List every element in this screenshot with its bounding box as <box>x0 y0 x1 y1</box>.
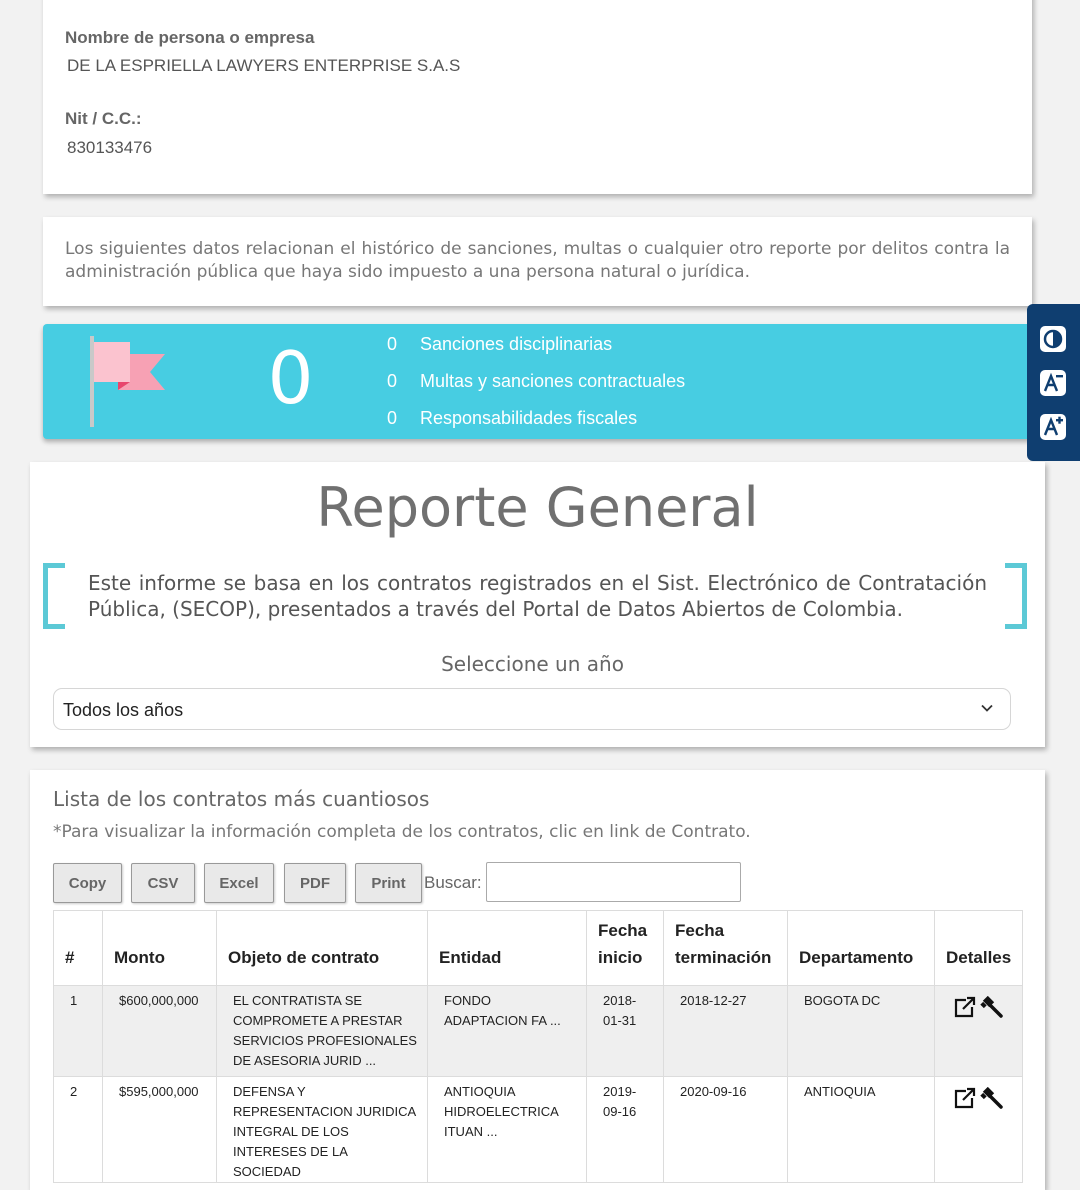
col-header-start-date[interactable]: Fecha inicio <box>587 911 664 986</box>
excel-button[interactable]: Excel <box>204 863 274 903</box>
row-start-date: 2019-09-16 <box>587 1077 664 1183</box>
contrast-icon <box>1043 329 1063 349</box>
year-select[interactable] <box>53 688 1011 730</box>
search-label: Buscar: <box>424 873 482 892</box>
font-increase-button[interactable] <box>1040 414 1066 440</box>
col-header-details[interactable]: Detalles <box>935 911 1023 986</box>
row-entity: FONDO ADAPTACION FA ... <box>428 986 587 1077</box>
contracts-title: Lista de los contratos más cuantiosos <box>53 787 430 811</box>
row-number: 2 <box>54 1077 103 1183</box>
intro-text: Los siguientes datos relacionan el histórico de sanciones, multas o cualquier otro reporte por delitos contra la administración pública que haya sido impuesto a una persona natural o jurídica. <box>65 239 1010 282</box>
row-amount: $600,000,000 <box>103 986 217 1077</box>
contracts-note: *Para visualizar la información completa de los contratos, clic en link de Contrato. <box>53 822 751 842</box>
row-amount: $595,000,000 <box>103 1077 217 1183</box>
summary-row-fiscal <box>387 408 637 429</box>
row-department: ANTIOQUIA <box>788 1077 935 1183</box>
sanctions-summary-banner <box>43 324 1033 439</box>
general-report-card <box>30 462 1045 747</box>
col-header-number[interactable]: # <box>54 911 103 986</box>
summary-count: 0 <box>387 408 398 428</box>
flag-icon <box>88 334 168 429</box>
gavel-icon[interactable] <box>980 996 1004 1018</box>
intro-card <box>43 217 1032 306</box>
right-bracket <box>1005 563 1027 629</box>
left-bracket <box>43 563 65 629</box>
row-details <box>935 986 1023 1077</box>
pdf-button[interactable]: PDF <box>284 863 346 903</box>
name-value: DE LA ESPRIELLA LAWYERS ENTERPRISE S.A.S <box>67 56 461 75</box>
entity-info-card <box>43 0 1032 194</box>
row-entity: ANTIOQUIA HIDROELECTRICA ITUAN ... <box>428 1077 587 1183</box>
summary-count: 0 <box>387 334 398 354</box>
copy-button[interactable]: Copy <box>53 863 122 903</box>
year-select-value: Todos los años <box>63 700 184 720</box>
summary-count: 0 <box>387 371 398 391</box>
gavel-icon[interactable] <box>980 1087 1004 1109</box>
nit-label: Nit / C.C.: <box>65 109 142 128</box>
year-select-label: Seleccione un año <box>441 652 624 676</box>
row-department: BOGOTA DC <box>788 986 935 1077</box>
external-link-icon[interactable] <box>953 996 977 1018</box>
font-increase-icon <box>1042 416 1064 438</box>
accessibility-toolbar <box>1027 304 1080 461</box>
report-description: Este informe se basa en los contratos registrados en el Sist. Electrónico de Contratación Pública, (SECOP), presentados a través del Portal de Datos Abiertos de Colombia. <box>88 571 987 621</box>
nit-value: 830133476 <box>67 138 153 157</box>
row-end-date: 2018-12-27 <box>664 986 788 1077</box>
contracts-table <box>53 910 1023 1183</box>
row-object: DEFENSA Y REPRESENTACION JURIDICA INTEGRAL DE LOS INTERESES DE LA SOCIEDAD <box>217 1077 428 1183</box>
print-button[interactable]: Print <box>355 863 422 903</box>
col-header-object[interactable]: Objeto de contrato <box>217 911 428 986</box>
row-start-date: 2018-01-31 <box>587 986 664 1077</box>
font-decrease-icon <box>1042 372 1064 394</box>
row-details <box>935 1077 1023 1183</box>
external-link-icon[interactable] <box>953 1087 977 1109</box>
summary-row-fines <box>387 371 685 392</box>
table-row <box>54 1077 1023 1183</box>
report-title: Reporte General <box>316 476 759 539</box>
search-input[interactable] <box>486 862 741 902</box>
row-end-date: 2020-09-16 <box>664 1077 788 1183</box>
chevron-down-icon <box>980 701 994 715</box>
summary-row-disciplinary <box>387 334 612 355</box>
table-header-row <box>54 911 1023 986</box>
col-header-amount[interactable]: Monto <box>103 911 217 986</box>
col-header-entity[interactable]: Entidad <box>428 911 587 986</box>
summary-label: Sanciones disciplinarias <box>420 334 613 354</box>
font-decrease-button[interactable] <box>1040 370 1066 396</box>
row-object: EL CONTRATISTA SE COMPROMETE A PRESTAR SERVICIOS PROFESIONALES DE ASESORIA JURID ... <box>217 986 428 1077</box>
name-label: Nombre de persona o empresa <box>65 28 315 47</box>
col-header-department[interactable]: Departamento <box>788 911 935 986</box>
summary-label: Multas y sanciones contractuales <box>420 371 686 391</box>
summary-label: Responsabilidades fiscales <box>420 408 638 428</box>
table-row <box>54 986 1023 1077</box>
contracts-list-card <box>30 770 1045 1190</box>
row-number: 1 <box>54 986 103 1077</box>
col-header-end-date[interactable]: Fecha terminación <box>664 911 788 986</box>
contrast-button[interactable] <box>1040 326 1066 352</box>
csv-button[interactable]: CSV <box>131 863 195 903</box>
total-sanctions-count: 0 <box>267 336 314 420</box>
